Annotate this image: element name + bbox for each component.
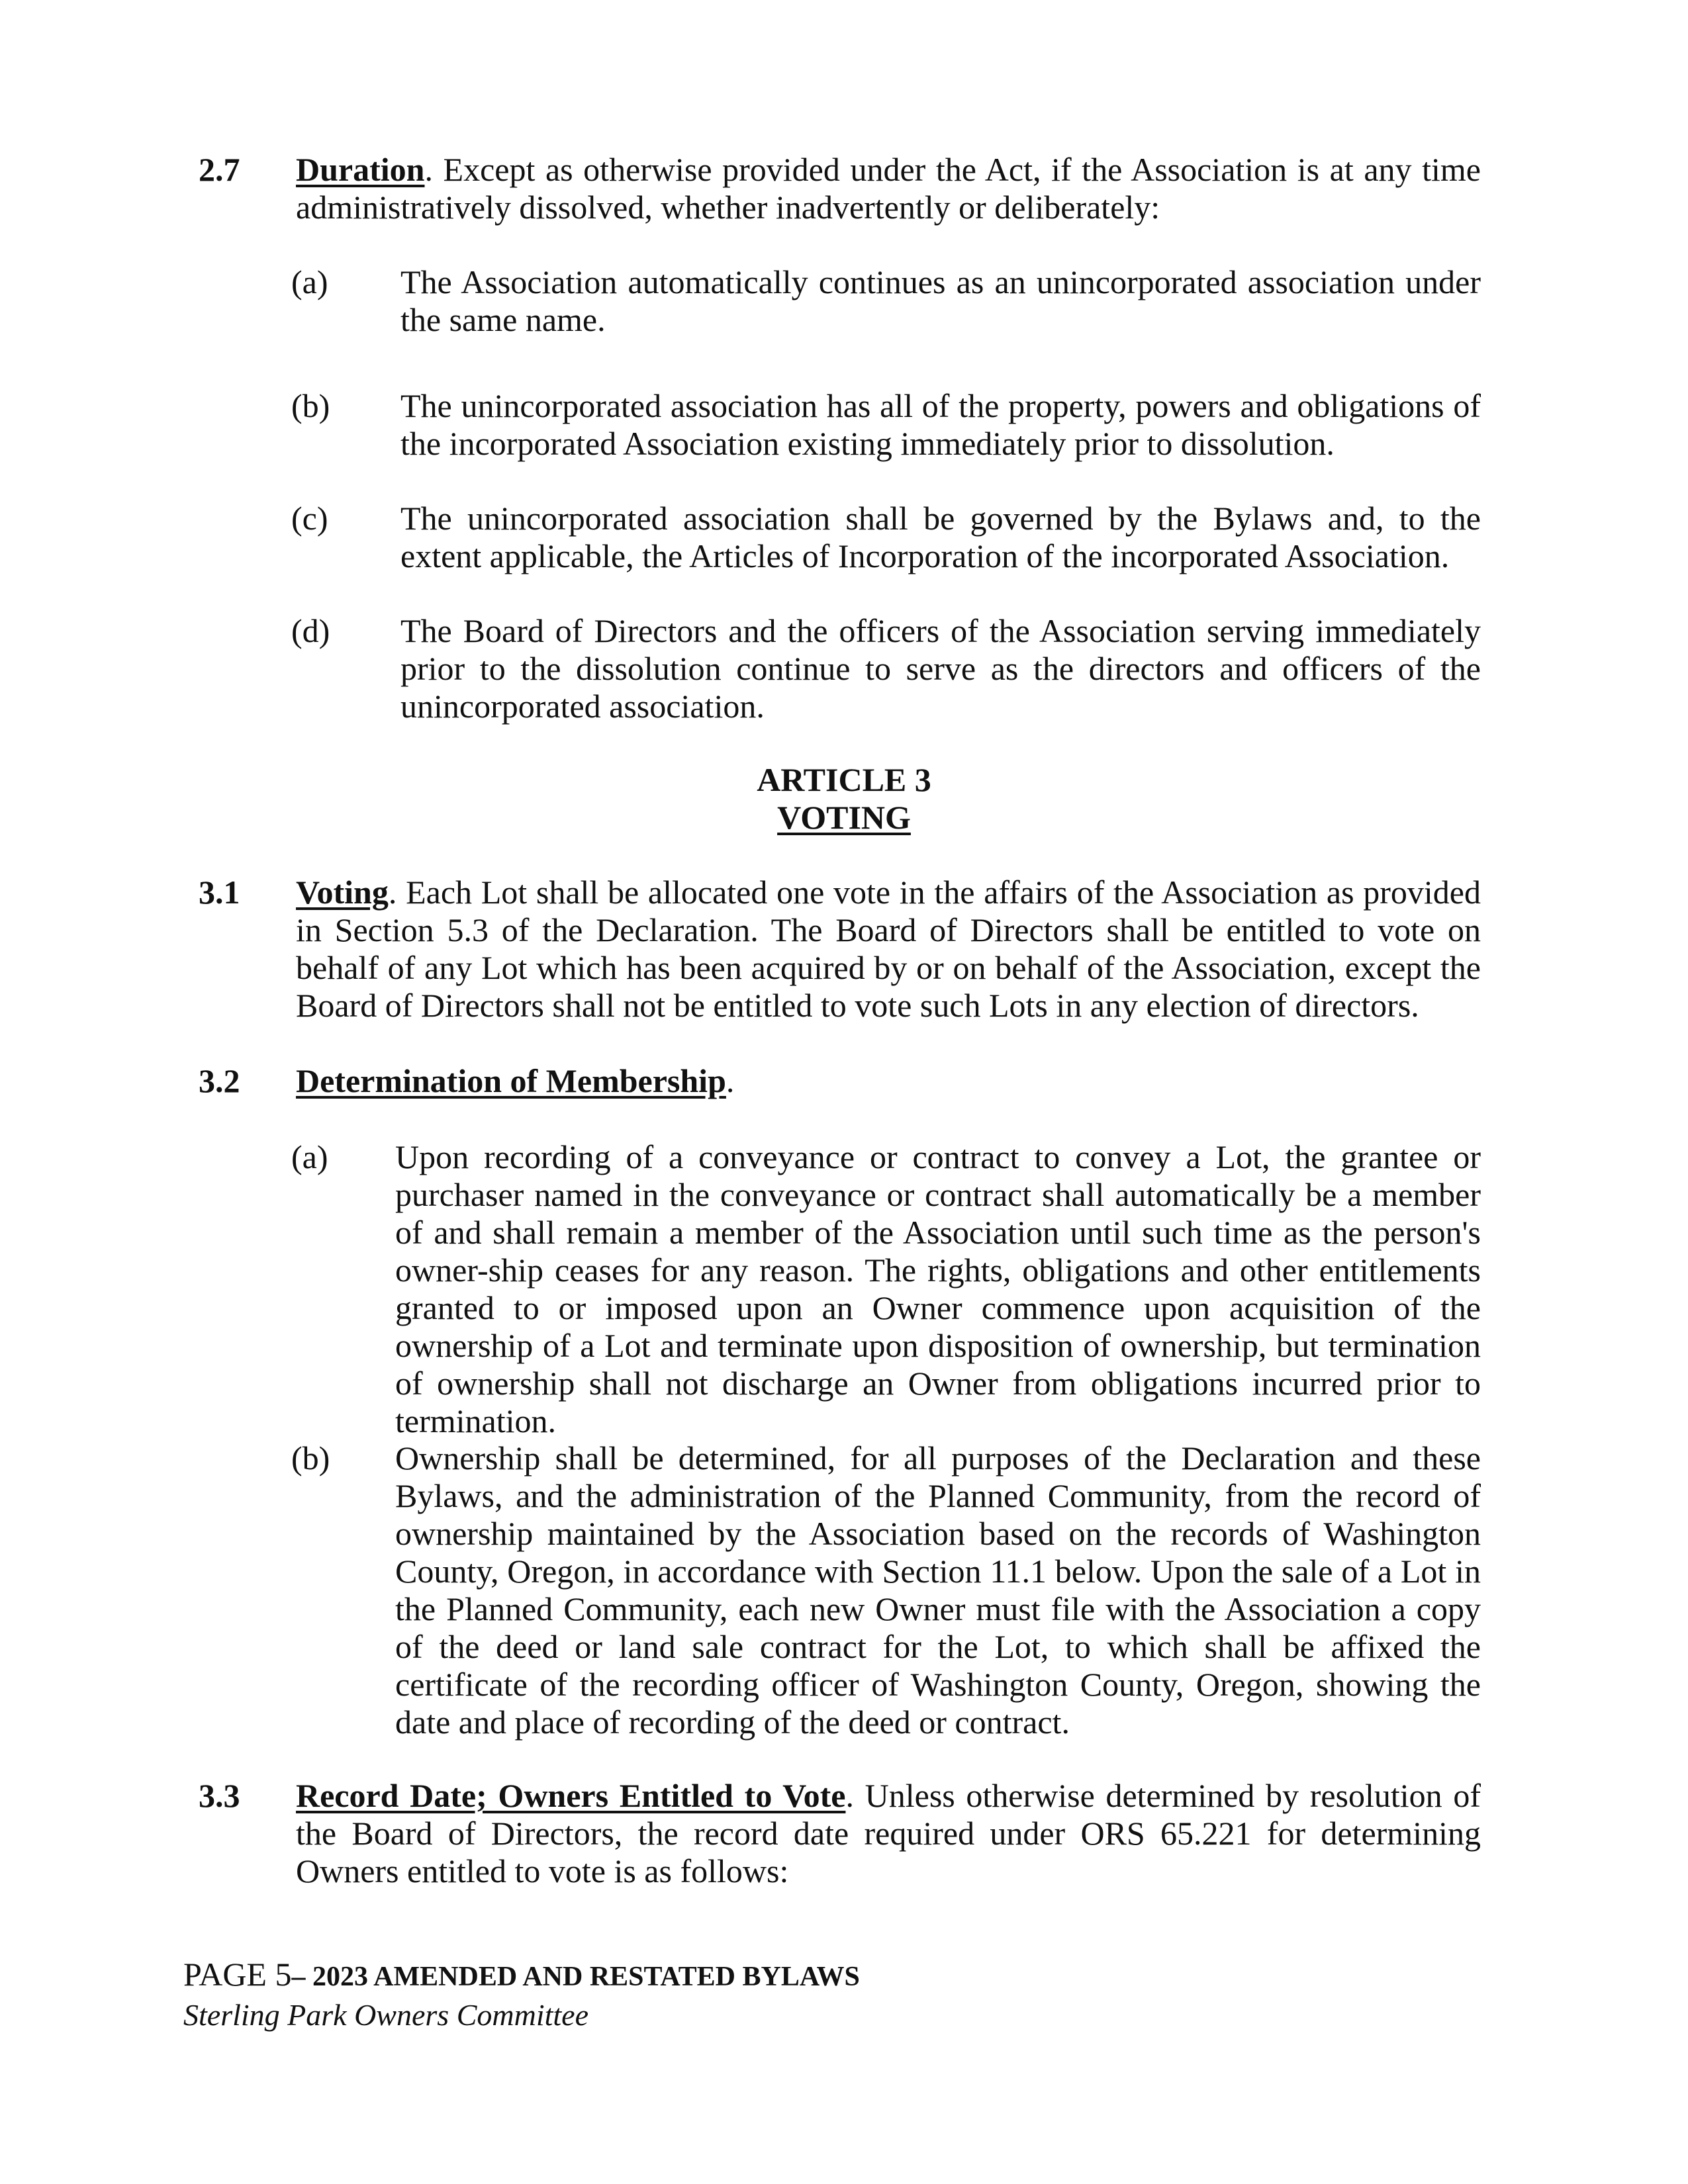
- section-2-7-number: 2.7: [199, 151, 240, 188]
- item-2-7-b-label: (b): [291, 387, 330, 424]
- item-2-7-a-label: (a): [291, 263, 328, 300]
- item-2-7-d-text: The Board of Directors and the officers of the Association serving immediately prior to the dissolution continue to serve as the directors and officers of the unincorporated association.: [400, 612, 1481, 725]
- article-number: ARTICLE 3: [757, 761, 931, 798]
- item-2-7-d-label: (d): [291, 612, 330, 649]
- section-3-3-body: [296, 1777, 1481, 1890]
- item-3-2-b-text: Ownership shall be determined, for all purposes of the Declaration and these Bylaws, and the administration of the Planned Community, from the record of ownership maintained by the Association based on the records of Washington County, Oregon, in accordance with Section 11.1 below. Upon the sale of a Lot in the Planned Community, each new Owner must file with the Association a copy of the deed or land sale contract for the Lot, to which shall be affixed the certificate of the recording officer of Washington County, Oregon, showing the date and place of recording of the deed or contract.: [395, 1439, 1481, 1741]
- footer-page-number: PAGE 5: [183, 1956, 292, 1993]
- item-3-2-a-text: Upon recording of a conveyance or contract to convey a Lot, the grantee or purchaser named in the conveyance or contract shall automatically be a member of and shall remain a member of the Association until such time as the person's owner-ship ceases for any reason. The rights, obligations and other entitlements granted to or imposed upon an Owner commence upon acquisition of the ownership of a Lot and terminate upon disposition of ownership, but termination of ownership shall not discharge an Owner from obligations incurred prior to termination.: [395, 1138, 1481, 1439]
- section-3-1-text: . Each Lot shall be allocated one vote in the affairs of the Association as provided in Section 5.3 of the Declaration. The Board of Directors shall be entitled to vote on behalf of any Lot which has been acquired by or on behalf of the Association, except the Board of Directors shall not be entitled to vote such Lots in any election of directors.: [296, 874, 1481, 1024]
- footer-document-title: – 2023 AMENDED AND RESTATED BYLAWS: [291, 1962, 860, 1992]
- section-3-3-number: 3.3: [199, 1777, 240, 1814]
- footer-organization: Sterling Park Owners Committee: [183, 1998, 588, 2032]
- section-3-1-number: 3.1: [199, 874, 240, 911]
- section-3-1-body: [296, 874, 1481, 1024]
- section-2-7-text: . Except as otherwise provided under the Act, if the Association is at any time administratively dissolved, whether inadvertently or deliberately:: [296, 151, 1481, 226]
- item-3-2-b-label: (b): [291, 1439, 330, 1477]
- article-title: VOTING: [777, 799, 911, 836]
- section-3-2-body: [296, 1062, 1481, 1100]
- section-3-2-title: Determination of Membership: [296, 1062, 726, 1099]
- footer-line-1: [183, 1956, 860, 1996]
- section-3-1-title: Voting: [296, 874, 389, 911]
- article-title-wrap: [0, 799, 1688, 837]
- item-2-7-c-label: (c): [291, 500, 328, 537]
- item-2-7-a-text: The Association automatically continues as an unincorporated association under the same name.: [400, 263, 1481, 338]
- item-2-7-b-text: The unincorporated association has all of the property, powers and obligations of the incorporated Association existing immediately prior to dissolution.: [400, 387, 1481, 462]
- item-2-7-c-text: The unincorporated association shall be governed by the Bylaws and, to the extent applicable, the Articles of Incorporation of the incorporated Association.: [400, 500, 1481, 574]
- section-3-3-title: Record Date; Owners Entitled to Vote: [296, 1777, 846, 1814]
- section-3-2-text: .: [726, 1062, 735, 1099]
- section-3-3-text: . Unless otherwise determined by resolution of the Board of Directors, the record date required under ORS 65.221 for determining Owners entitled to vote is as follows:: [296, 1777, 1481, 1889]
- item-3-2-a-label: (a): [291, 1138, 328, 1175]
- section-3-2-number: 3.2: [199, 1062, 240, 1099]
- section-2-7-body: [296, 151, 1481, 226]
- page-footer: [183, 1956, 860, 2034]
- section-2-7-title: Duration: [296, 151, 425, 188]
